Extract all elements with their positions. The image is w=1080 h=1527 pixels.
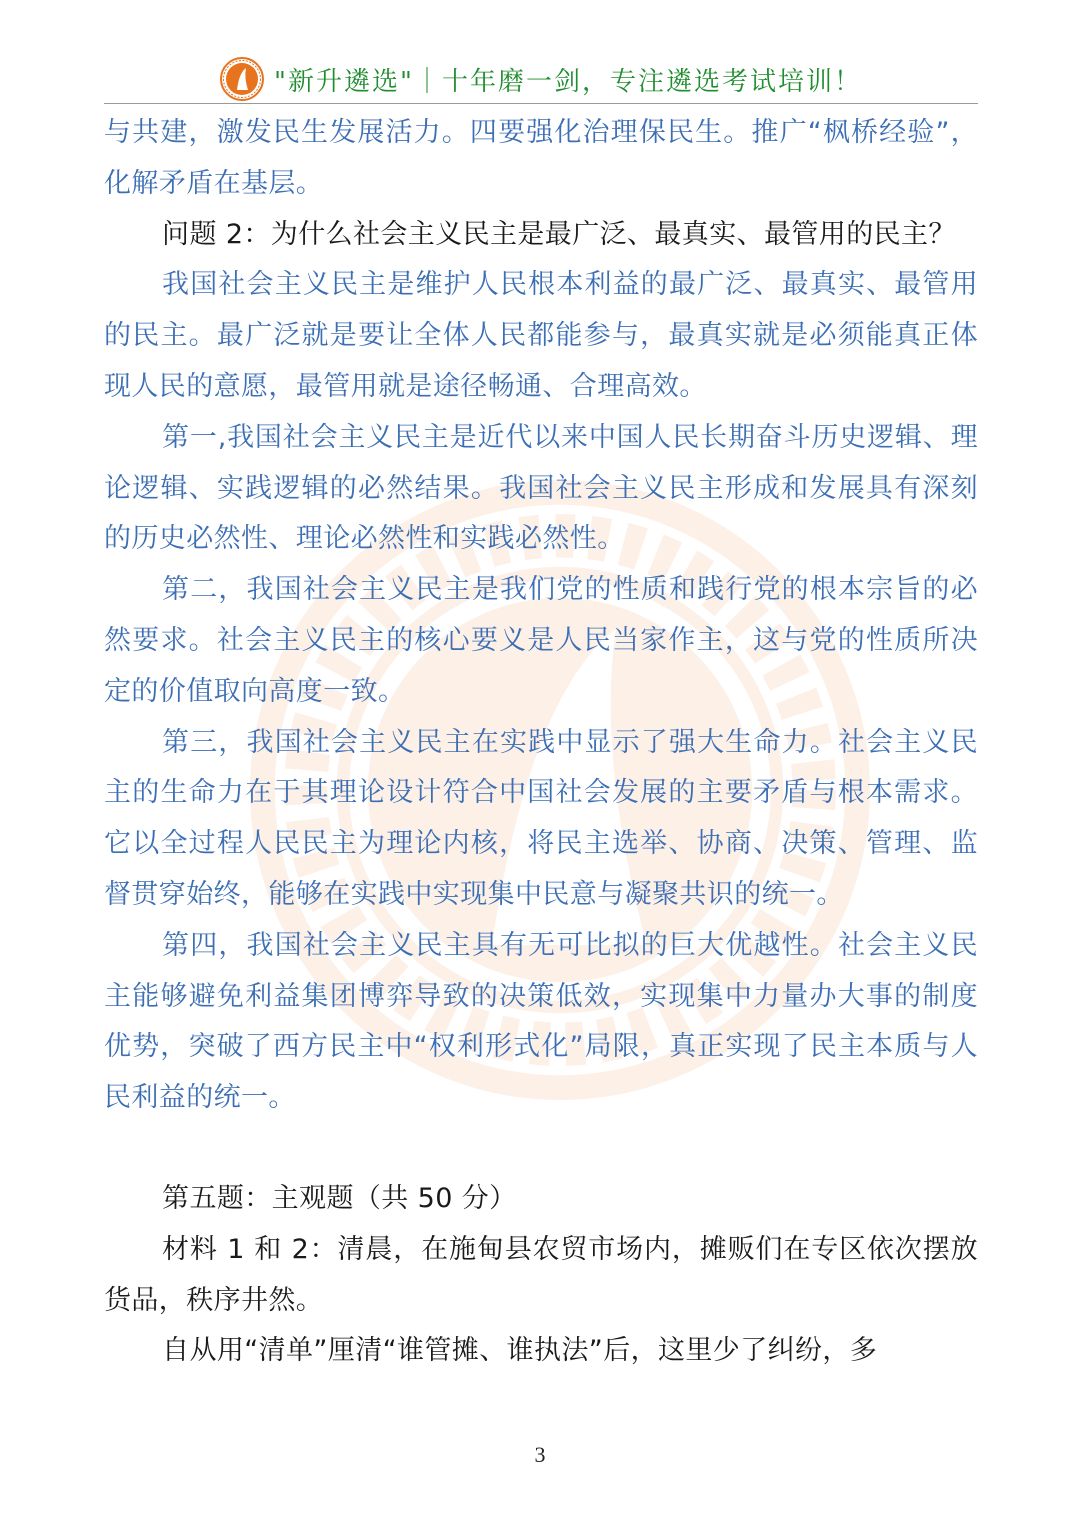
page-number: 3 <box>534 1442 546 1467</box>
page-content <box>104 108 978 1377</box>
answer-paragraph-continued: 与共建，激发民生发展活力。四要强化治理保民生。推广“枫桥经验”，化解矛盾在基层。 <box>104 117 978 199</box>
school-seal-logo-icon <box>220 57 264 101</box>
answer-paragraph: 第三，我国社会主义民主在实践中显示了强大生命力。社会主义民主的生命力在于其理论设计符合中国社会发展的主要矛盾与根本需求。它以全过程人民民主为理论内核，将民主选举、协商、决策、管理、监督贯穿始终，能够在实践中实现集中民意与凝聚共识的统一。 <box>104 726 978 910</box>
material-paragraph: 材料 1 和 2：清晨，在施甸县农贸市场内，摊贩们在专区依次摆放货品，秩序井然。 <box>104 1233 978 1316</box>
header-divider <box>104 103 978 104</box>
question-2-heading: 问题 2：为什么社会主义民主是最广泛、最真实、最管用的民主？ <box>162 218 956 250</box>
question-5-heading: 第五题：主观题（共 50 分） <box>162 1182 517 1214</box>
answer-paragraph: 第一,我国社会主义民主是近代以来中国人民长期奋斗历史逻辑、理论逻辑、实践逻辑的必然结果。我国社会主义民主形成和发展具有深刻的历史必然性、理论必然性和实践必然性。 <box>104 421 978 555</box>
answer-paragraph: 第二，我国社会主义民主是我们党的性质和践行党的根本宗旨的必然要求。社会主义民主的核心要义是人民当家作主，这与党的性质所决定的价值取向高度一致。 <box>104 574 978 707</box>
page-header <box>104 56 978 102</box>
section-spacer <box>104 1124 978 1174</box>
answer-paragraph: 第四，我国社会主义民主具有无可比拟的巨大优越性。社会主义民主能够避免利益集团博弈导致的决策低效，实现集中力量办大事的制度优势，突破了西方民主中“权利形式化”局限，真正实现了民主本质与人民利益的统一。 <box>104 929 978 1114</box>
header-title: "新升遴选"｜十年磨一剑，专注遴选考试培训！ <box>274 66 862 97</box>
material-paragraph: 自从用“清单”厘清“谁管摊、谁执法”后，这里少了纠纷，多 <box>162 1335 878 1367</box>
answer-paragraph: 我国社会主义民主是维护人民根本利益的最广泛、最真实、最管用的民主。最广泛就是要让全体人民都能参与，最真实就是必须能真正体现人民的意愿，最管用就是途径畅通、合理高效。 <box>104 269 978 402</box>
